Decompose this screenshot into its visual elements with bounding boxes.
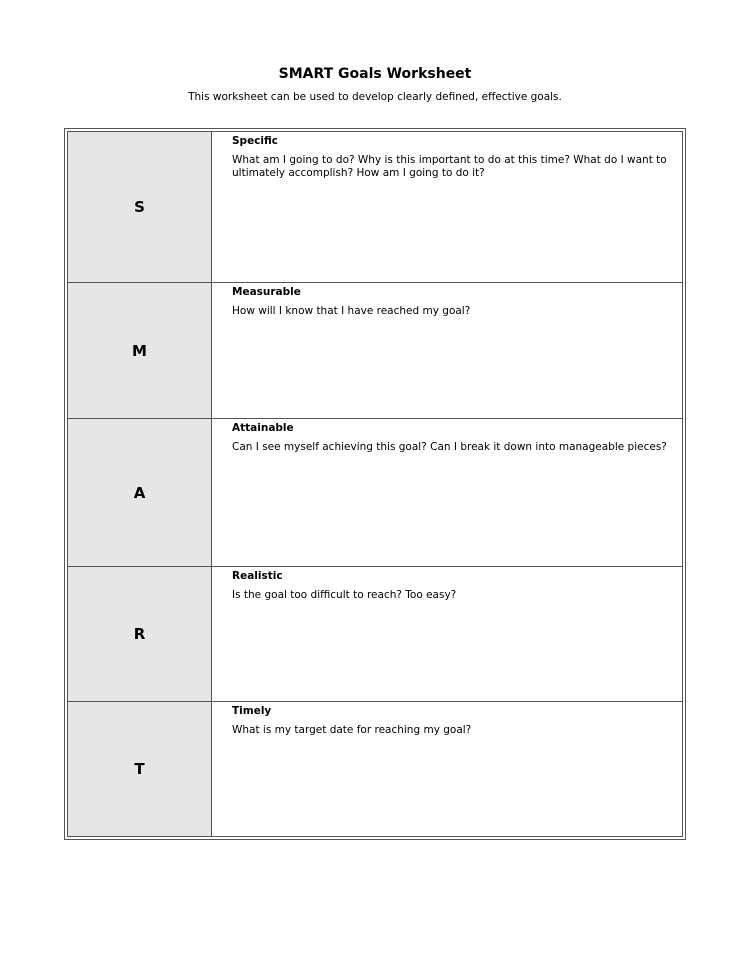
- row-timely: [68, 701, 682, 836]
- row-question: How will I know that I have reached my goal?: [232, 305, 471, 317]
- row-letter: S: [68, 132, 212, 282]
- answer-area[interactable]: [212, 567, 682, 701]
- page-title: SMART Goals Worksheet: [278, 66, 472, 82]
- row-heading: Attainable: [232, 422, 294, 434]
- row-question: Can I see myself achieving this goal? Can I break it down into manageable pieces?: [232, 441, 667, 453]
- answer-area[interactable]: [212, 283, 682, 418]
- row-letter: R: [68, 567, 212, 701]
- answer-area[interactable]: [212, 419, 682, 566]
- row-realistic: [68, 566, 682, 701]
- row-letter: T: [68, 702, 212, 836]
- row-heading: Specific: [232, 135, 279, 147]
- row-question: What is my target date for reaching my goal?: [232, 724, 472, 736]
- row-question: Is the goal too difficult to reach? Too easy?: [232, 589, 457, 601]
- row-letter: M: [68, 283, 212, 418]
- smart-table: [64, 128, 686, 840]
- answer-area[interactable]: [212, 132, 682, 282]
- row-specific: [68, 132, 682, 282]
- page-subtitle: This worksheet can be used to develop clearly defined, effective goals.: [188, 91, 562, 103]
- row-letter: A: [68, 419, 212, 566]
- row-heading: Realistic: [232, 570, 283, 582]
- row-measurable: [68, 282, 682, 418]
- answer-area[interactable]: [212, 702, 682, 836]
- row-heading: Measurable: [232, 286, 301, 298]
- row-heading: Timely: [232, 705, 272, 717]
- row-question: What am I going to do? Why is this important to do at this time? What do I want to ultimately accomplish? How am I going to do it?: [232, 154, 667, 179]
- row-attainable: [68, 418, 682, 566]
